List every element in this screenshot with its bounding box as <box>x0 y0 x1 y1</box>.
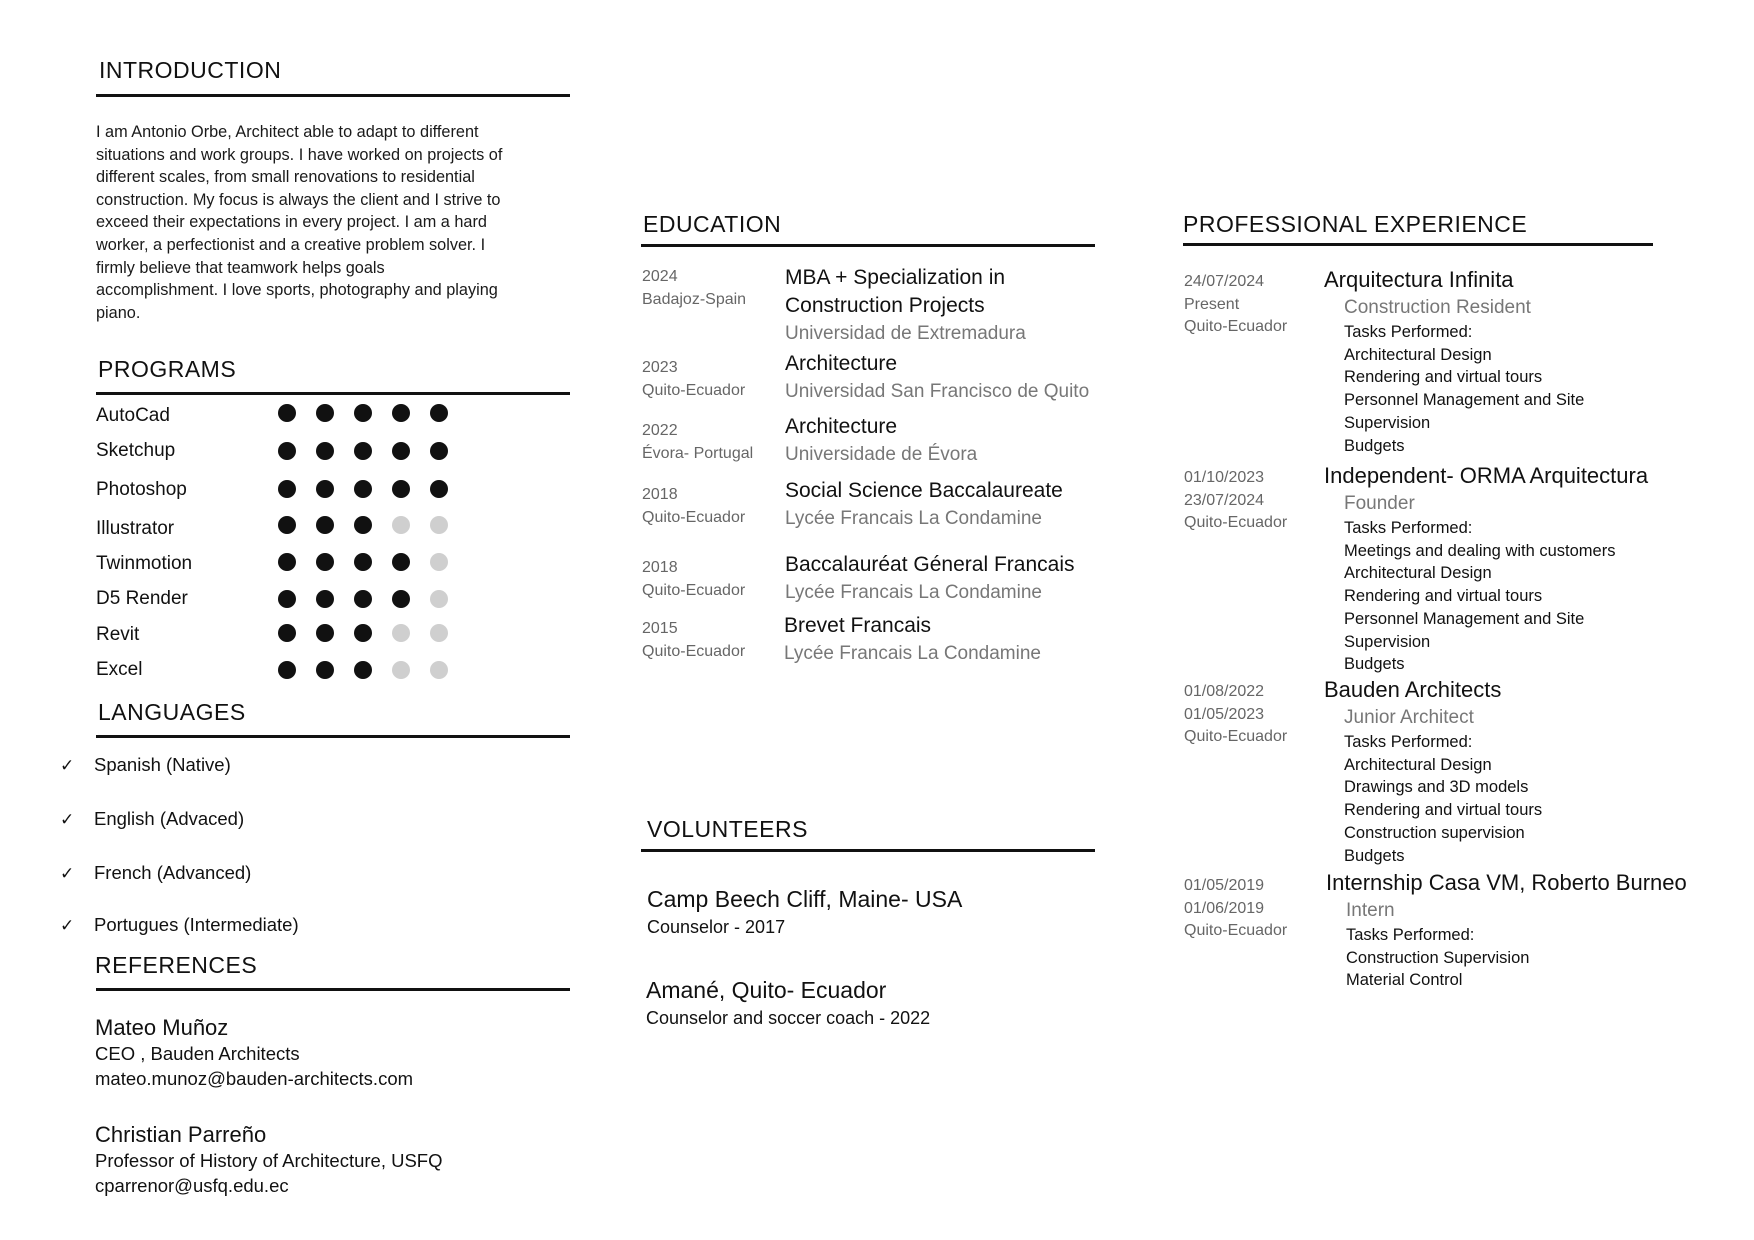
experience-date: 24/07/2024 <box>1184 273 1265 290</box>
rating-dot-filled <box>392 480 410 498</box>
experience-role: Construction Resident <box>1344 297 1531 318</box>
experience-date: 01/06/2019 <box>1184 899 1265 917</box>
program-rating <box>278 553 448 571</box>
reference-email[interactable]: mateo.munoz@bauden-architects.com <box>95 1068 414 1089</box>
rating-dot-filled <box>316 480 334 498</box>
experience-task: Meetings and dealing with customers <box>1344 541 1616 560</box>
language-label: French (Advanced) <box>94 862 252 883</box>
intro-line: situations and work groups. I have worked on projects of <box>96 145 503 164</box>
introduction-text <box>96 121 576 324</box>
program-rating <box>278 404 448 422</box>
rating-dot-filled <box>316 624 334 642</box>
rating-dot-filled <box>354 661 372 679</box>
program-name: D5 Render <box>96 588 188 609</box>
education-place: Quito-Ecuador <box>642 581 746 599</box>
rating-dot-filled <box>316 661 334 679</box>
volunteer-place: Amané, Quito- Ecuador <box>646 977 887 1003</box>
intro-line: different scales, from small renovations to residential <box>96 168 475 187</box>
languages-divider <box>96 735 570 738</box>
rating-dot-empty <box>430 624 448 642</box>
rating-dot-filled <box>354 480 372 498</box>
volunteers-divider <box>641 849 1095 852</box>
program-name: Illustrator <box>96 518 175 539</box>
rating-dot-filled <box>354 553 372 571</box>
rating-dot-empty <box>430 516 448 534</box>
rating-dot-filled <box>278 404 296 422</box>
intro-line: construction. My focus is always the client and I strive to <box>96 190 501 209</box>
experience-date: 01/05/2023 <box>1184 705 1265 723</box>
experience-task: Architectural Design <box>1344 345 1492 364</box>
experience-task: Rendering and virtual tours <box>1344 368 1543 387</box>
education-school: Lycée Francais La Condamine <box>785 582 1042 603</box>
program-name: Photoshop <box>96 479 187 500</box>
education-entry <box>784 612 1041 667</box>
experience-date: 01/05/2019 <box>1184 877 1265 894</box>
experience-company: Bauden Architects <box>1324 677 1502 702</box>
experience-task: Tasks Performed: <box>1344 733 1473 751</box>
experience-entry <box>1324 265 1584 457</box>
rating-dot-filled <box>392 442 410 460</box>
education-school: Universidad de Extremadura <box>785 323 1026 344</box>
rating-dot-filled <box>354 624 372 642</box>
experience-date: Present <box>1184 295 1240 313</box>
experience-task: Personnel Management and Site <box>1344 391 1585 410</box>
experience-company: Independent- ORMA Arquitectura <box>1324 463 1649 488</box>
rating-dot-filled <box>278 553 296 571</box>
rating-dot-empty <box>430 553 448 571</box>
experience-location: Quito-Ecuador <box>1184 922 1288 939</box>
education-place: Quito-Ecuador <box>642 508 746 526</box>
rating-dot-filled <box>354 404 372 422</box>
program-rating <box>278 661 448 679</box>
education-degree: Baccalauréat Géneral Francais <box>785 553 1075 576</box>
education-title: EDUCATION <box>643 211 782 237</box>
education-meta <box>642 357 745 402</box>
rating-dot-filled <box>354 516 372 534</box>
education-degree: MBA + Specialization in <box>785 266 1006 289</box>
language-label: English (Advaced) <box>94 808 245 829</box>
intro-line: accomplishment. I love sports, photography and playing <box>96 281 498 300</box>
program-rating <box>278 442 448 460</box>
rating-dot-filled <box>316 516 334 534</box>
experience-task: Supervision <box>1344 413 1431 432</box>
rating-dot-filled <box>392 553 410 571</box>
education-degree: Social Science Baccalaureate <box>785 479 1063 502</box>
experience-role: Intern <box>1346 900 1395 921</box>
experience-task: Budgets <box>1344 436 1405 455</box>
experience-task: Rendering and virtual tours <box>1344 587 1543 606</box>
experience-title: PROFESSIONAL EXPERIENCE <box>1183 211 1528 237</box>
education-school: Universidade de Évora <box>785 444 978 465</box>
education-year: 2018 <box>642 486 678 503</box>
education-degree: Architecture <box>785 352 898 375</box>
experience-role: Founder <box>1344 493 1415 514</box>
education-meta <box>642 557 745 602</box>
education-year: 2018 <box>642 559 678 576</box>
rating-dot-filled <box>278 661 296 679</box>
experience-task: Material Control <box>1346 971 1463 990</box>
education-meta <box>642 266 746 311</box>
experience-divider <box>1183 243 1653 246</box>
program-rating <box>278 624 448 642</box>
education-year: 2023 <box>642 359 678 376</box>
introduction-divider <box>96 94 570 97</box>
volunteer-entry <box>647 886 962 938</box>
rating-dot-filled <box>278 624 296 642</box>
language-item <box>60 754 231 776</box>
experience-location: Quito-Ecuador <box>1184 318 1288 335</box>
experience-role: Junior Architect <box>1344 707 1474 728</box>
education-year: 2015 <box>642 620 678 637</box>
experience-task: Tasks Performed: <box>1344 519 1473 537</box>
education-degree: Brevet Francais <box>784 614 932 637</box>
intro-line: I am Antonio Orbe, Architect able to adapt to different <box>96 123 479 141</box>
experience-task: Budgets <box>1344 846 1405 865</box>
references-title: REFERENCES <box>95 952 258 978</box>
language-label: Spanish (Native) <box>94 754 231 775</box>
education-year: 2022 <box>642 422 678 439</box>
intro-line: worker, a perfectionist and a creative problem solver. I <box>96 235 486 254</box>
reference-position: Professor of History of Architecture, USFQ <box>95 1150 443 1171</box>
experience-task: Budgets <box>1344 655 1405 674</box>
rating-dot-filled <box>278 590 296 608</box>
education-entry <box>785 477 1063 532</box>
checkmark-icon: ✓ <box>60 756 75 775</box>
reference-name: Christian Parreño <box>95 1122 267 1147</box>
education-school: Lycée Francais La Condamine <box>784 643 1041 664</box>
experience-task: Drawings and 3D models <box>1344 778 1529 797</box>
program-name: Twinmotion <box>96 553 193 574</box>
language-label: Portugues (Intermediate) <box>94 914 299 935</box>
experience-entry <box>1324 675 1542 867</box>
education-entry <box>785 551 1074 606</box>
education-place: Quito-Ecuador <box>642 642 746 660</box>
rating-dot-filled <box>430 404 448 422</box>
experience-company: Internship Casa VM, Roberto Burneo <box>1326 870 1687 895</box>
rating-dot-filled <box>316 404 334 422</box>
rating-dot-empty <box>392 516 410 534</box>
language-item <box>60 808 244 830</box>
rating-dot-filled <box>316 553 334 571</box>
rating-dot-filled <box>392 404 410 422</box>
volunteers-title: VOLUNTEERS <box>647 816 808 842</box>
rating-dot-filled <box>354 590 372 608</box>
program-name: AutoCad <box>96 405 170 426</box>
education-place: Badajoz-Spain <box>642 290 747 308</box>
reference-name: Mateo Muñoz <box>95 1015 229 1040</box>
program-name: Revit <box>96 624 140 645</box>
education-meta <box>642 618 745 663</box>
rating-dot-filled <box>354 442 372 460</box>
languages-title: LANGUAGES <box>98 699 246 725</box>
education-school: Universidad San Francisco de Quito <box>785 381 1090 402</box>
experience-task: Architectural Design <box>1344 755 1492 774</box>
program-name: Sketchup <box>96 440 176 461</box>
rating-dot-empty <box>430 590 448 608</box>
program-rating <box>278 480 448 498</box>
rating-dot-filled <box>430 480 448 498</box>
rating-dot-filled <box>392 590 410 608</box>
experience-task: Tasks Performed: <box>1344 323 1473 341</box>
education-degree: Architecture <box>785 415 898 438</box>
experience-location: Quito-Ecuador <box>1184 728 1288 745</box>
experience-task: Rendering and virtual tours <box>1344 801 1543 820</box>
language-item <box>60 914 299 936</box>
education-meta <box>642 484 745 529</box>
rating-dot-empty <box>392 661 410 679</box>
experience-task: Architectural Design <box>1344 564 1492 583</box>
experience-entry <box>1326 868 1687 992</box>
programs-title: PROGRAMS <box>98 356 237 382</box>
introduction-title: INTRODUCTION <box>99 57 282 83</box>
education-place: Évora- Portugal <box>642 444 754 462</box>
experience-task: Supervision <box>1344 632 1431 651</box>
experience-date: 01/08/2022 <box>1184 683 1265 700</box>
program-rating <box>278 516 448 534</box>
reference-email[interactable]: cparrenor@usfq.edu.ec <box>95 1175 289 1196</box>
program-rating <box>278 590 448 608</box>
experience-task: Construction supervision <box>1344 823 1525 842</box>
checkmark-icon: ✓ <box>60 864 75 883</box>
rating-dot-filled <box>278 442 296 460</box>
rating-dot-filled <box>316 442 334 460</box>
reference-position: CEO , Bauden Architects <box>95 1043 300 1064</box>
education-divider <box>641 244 1095 247</box>
program-name: Excel <box>96 659 143 680</box>
volunteer-place: Camp Beech Cliff, Maine- USA <box>647 886 963 912</box>
experience-dates <box>1184 271 1287 339</box>
programs-divider <box>96 392 570 395</box>
education-meta <box>642 420 753 465</box>
education-entry <box>785 413 977 468</box>
language-item <box>60 862 251 884</box>
reference-entry <box>95 1122 443 1198</box>
education-entry <box>785 264 1026 347</box>
reference-entry <box>95 1015 413 1091</box>
experience-task: Tasks Performed: <box>1346 926 1475 944</box>
experience-location: Quito-Ecuador <box>1184 514 1288 531</box>
rating-dot-filled <box>278 480 296 498</box>
rating-dot-filled <box>430 442 448 460</box>
experience-entry <box>1324 461 1648 676</box>
experience-dates <box>1184 681 1287 749</box>
education-year: 2024 <box>642 268 678 285</box>
checkmark-icon: ✓ <box>60 810 75 829</box>
rating-dot-filled <box>278 516 296 534</box>
volunteer-role: Counselor - 2017 <box>647 917 786 937</box>
rating-dot-empty <box>392 624 410 642</box>
intro-line: piano. <box>96 303 141 322</box>
intro-line: firmly believe that teamwork helps goals <box>96 258 385 277</box>
rating-dot-filled <box>316 590 334 608</box>
experience-dates <box>1184 875 1287 943</box>
experience-date: 01/10/2023 <box>1184 469 1265 486</box>
volunteer-role: Counselor and soccer coach - 2022 <box>646 1008 931 1028</box>
intro-line: exceed their expectations in every project. I am a hard <box>96 213 487 232</box>
volunteer-entry <box>646 977 930 1029</box>
experience-company: Arquitectura Infinita <box>1324 267 1514 292</box>
experience-dates <box>1184 467 1287 535</box>
experience-task: Personnel Management and Site <box>1344 609 1585 628</box>
experience-date: 23/07/2024 <box>1184 491 1265 509</box>
references-divider <box>96 988 570 991</box>
rating-dot-empty <box>430 661 448 679</box>
education-degree: Construction Projects <box>785 294 985 317</box>
experience-task: Construction Supervision <box>1346 948 1530 967</box>
education-place: Quito-Ecuador <box>642 381 746 399</box>
education-entry <box>785 350 1089 405</box>
education-school: Lycée Francais La Condamine <box>785 508 1042 529</box>
checkmark-icon: ✓ <box>60 916 75 935</box>
